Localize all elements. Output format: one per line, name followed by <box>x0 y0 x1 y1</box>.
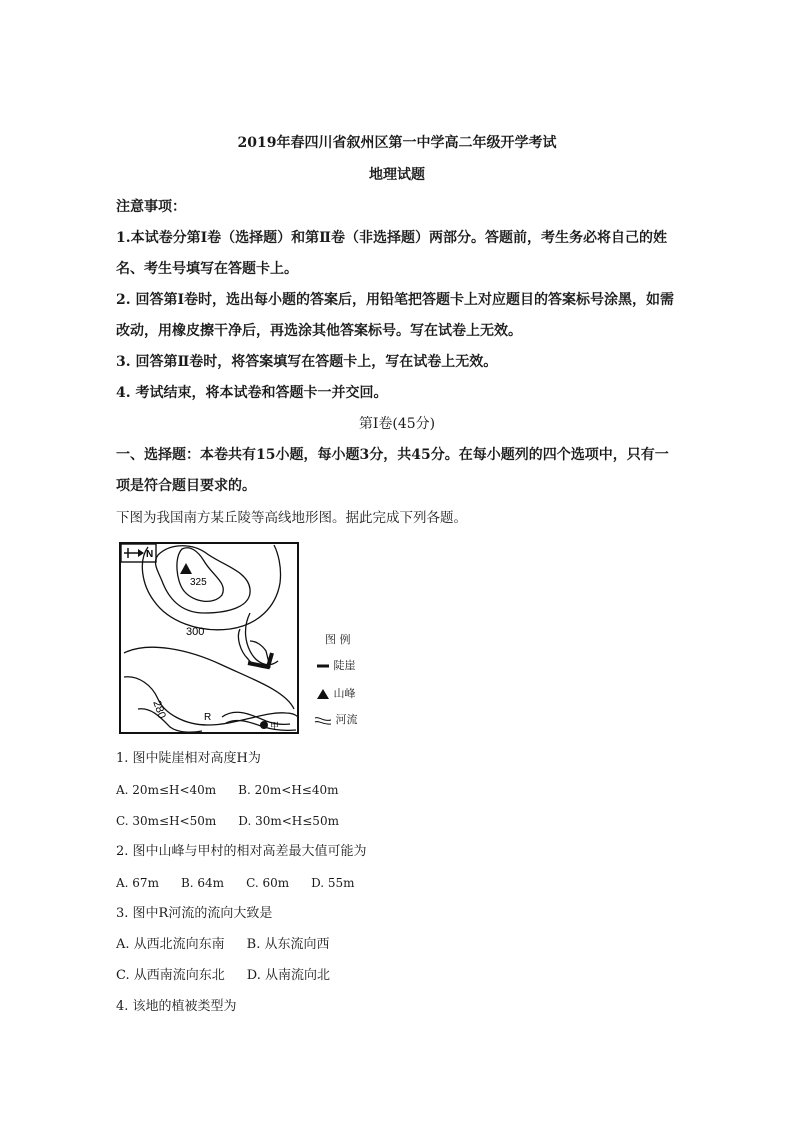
question-4-stem: 4. 该地的植被类型为 <box>116 999 237 1014</box>
q3-option-b: B. 从东流向西 <box>246 937 330 952</box>
river-legend-icon <box>314 715 332 725</box>
q2-option-b: B. 64m <box>180 876 225 890</box>
question-1-stem: 1. 图中陡崖相对高度H为 <box>116 751 261 766</box>
question-1-options-row-2 <box>116 811 339 831</box>
exam-title: 2019年春四川省叙州区第一中学高二年级开学考试 <box>237 135 557 151</box>
contour-325 <box>177 548 223 602</box>
q2-option-a: A. 67m <box>116 876 159 890</box>
note-1-line-1: 1.本试卷分第Ⅰ卷（选择题）和第Ⅱ卷（非选择题）两部分。答题前，考生务必将自己的姓 <box>116 230 667 246</box>
map-frame <box>120 543 298 733</box>
peak-icon <box>180 563 192 574</box>
contour-label-300: 300 <box>186 626 205 638</box>
contour-lower <box>138 709 202 732</box>
river-label: R <box>204 712 212 723</box>
legend-peak-label: 山峰 <box>333 687 356 700</box>
section-1-instruction-line-1: 一、选择题：本卷共有15小题，每小题3分，共45分。在每小题列的四个选项中，只有一 <box>116 447 669 463</box>
q3-option-c: C. 从西南流向东北 <box>116 968 225 983</box>
question-1-options-row-1 <box>116 780 339 800</box>
cliff-legend-icon <box>316 662 330 670</box>
legend-title: 图 例 <box>325 633 351 646</box>
village-icon <box>260 721 268 729</box>
legend-cliff <box>316 657 356 673</box>
q1-option-b: B. 20m<H≤40m <box>238 783 339 797</box>
legend-peak <box>316 685 356 701</box>
legend-river <box>314 711 358 727</box>
q2-option-c: C. 60m <box>246 876 290 890</box>
north-label: N <box>146 549 154 560</box>
note-4: 4. 考试结束，将本试卷和答题卡一并交回。 <box>116 385 388 401</box>
question-2-options-row-1 <box>116 873 355 893</box>
note-2-line-1: 2. 回答第Ⅰ卷时，选出每小题的答案后，用铅笔把答题卡上对应题目的答案标号涂黑，如需 <box>116 292 675 308</box>
contour-300 <box>142 545 280 630</box>
contour-map <box>118 541 340 737</box>
q1-option-a: A. 20m≤H<40m <box>116 783 217 797</box>
q1-option-c: C. 30m≤H<50m <box>116 814 217 828</box>
question-3-options-row-2 <box>116 966 330 986</box>
question-2-stem: 2. 图中山峰与甲村的相对高差最大值可能为 <box>116 844 367 859</box>
peak-legend-icon <box>316 688 330 700</box>
legend-river-label: 河流 <box>335 713 358 726</box>
notes-heading: 注意事项： <box>116 199 186 215</box>
contour-label-280: 280 <box>150 698 168 721</box>
contour-valley <box>246 613 279 665</box>
note-2-line-2: 改动，用橡皮擦干净后，再选涂其他答案标号。写在试卷上无效。 <box>116 323 522 339</box>
contour-cliff-ring <box>238 629 270 668</box>
note-1-line-2: 名、考生号填写在答题卡上。 <box>116 261 298 277</box>
exam-subtitle: 地理试题 <box>369 167 425 183</box>
cliff-symbol <box>248 653 272 667</box>
q3-option-d: D. 从南流向北 <box>246 968 330 983</box>
section-1-title: 第Ⅰ卷(45分) <box>358 416 436 432</box>
note-3: 3. 回答第Ⅱ卷时，将答案填写在答题卡上，写在试卷上无效。 <box>116 354 498 370</box>
section-1-instruction-line-2: 项是符合题目要求的。 <box>116 478 256 494</box>
contour-280-upper <box>124 647 294 709</box>
contour-label-325: 325 <box>190 577 207 588</box>
q1-option-d: D. 30m<H≤50m <box>238 814 339 828</box>
figure-intro: 下图为我国南方某丘陵等高线地形图。据此完成下列各题。 <box>116 510 467 526</box>
question-3-stem: 3. 图中R河流的流向大致是 <box>116 906 273 921</box>
legend-cliff-label: 陡崖 <box>333 659 356 672</box>
q3-option-a: A. 从西北流向东南 <box>116 937 225 952</box>
question-3-options-row-1 <box>116 935 329 955</box>
q2-option-d: D. 55m <box>311 876 355 890</box>
village-label: 甲 <box>270 722 280 732</box>
contour-map-figure <box>118 541 358 737</box>
